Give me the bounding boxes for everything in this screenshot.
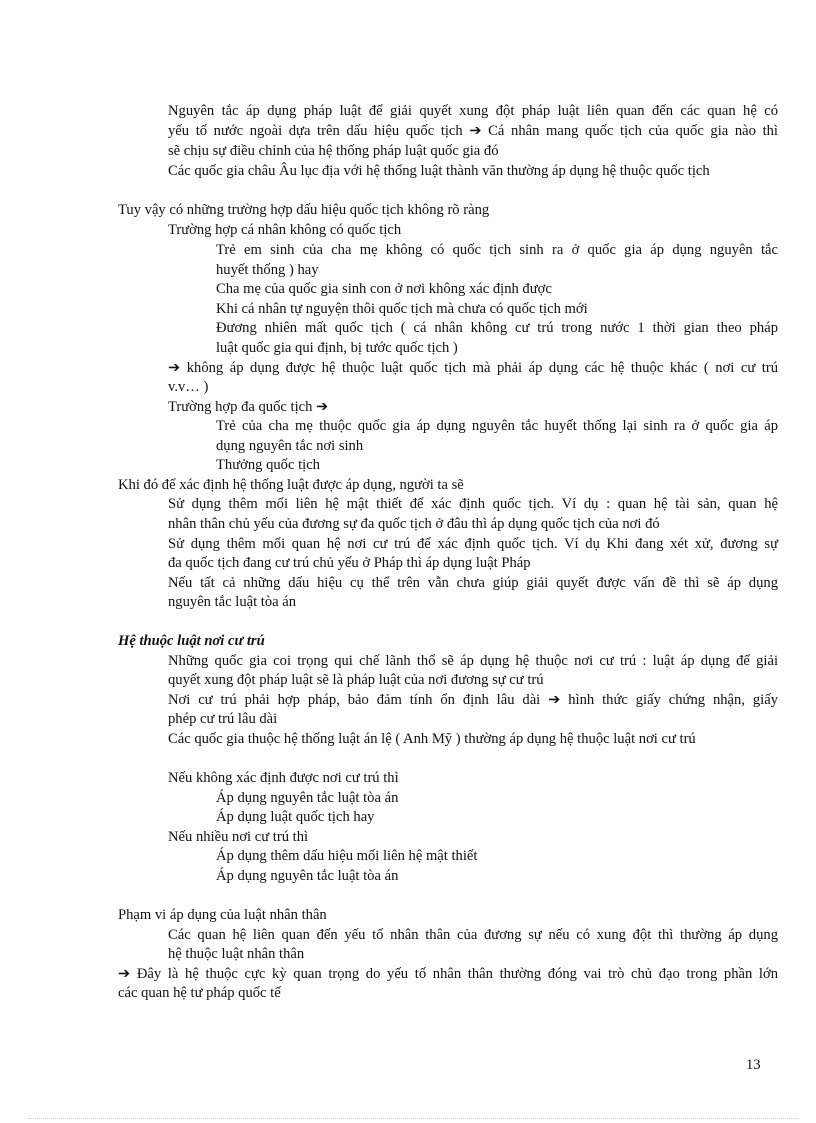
paragraph-line: nguyên tắc luật tòa án [168,594,297,610]
paragraph-line: Các quốc gia thuộc hệ thống luật án lệ ( Anh Mỹ ) thường áp dụng hệ thuộc luật nơi cư trú [168,731,696,747]
paragraph-line: phép cư trú lâu dài [168,711,278,727]
paragraph-line: yếu tố nước ngoài dựa trên dấu hiệu quốc tịch ➔ Cá nhân mang quốc tịch của quốc gia nào thì [168,123,778,139]
paragraph-line: Sử dụng thêm mối quan hệ nơi cư trú để xác định quốc tịch. Ví dụ Khi đang xét xử, đương sự [168,536,778,552]
paragraph-line: Nơi cư trú phải hợp pháp, bảo đảm tính ổn định lâu dài ➔ hình thức giấy chứng nhận, giấy [168,692,778,708]
paragraph-line: Các quan hệ liên quan đến yếu tố nhân thân của đương sự nếu có xung đột thì thường áp dụng [168,927,778,943]
paragraph-line: Các quốc gia châu Âu lục địa với hệ thống luật thành văn thường áp dụng hệ thuộc quốc tịch [168,163,710,179]
paragraph-line: hệ thuộc luật nhân thân [168,946,305,962]
paragraph-line: đa quốc tịch đang cư trú chủ yếu ở Pháp thì áp dụng luật Pháp [168,555,531,571]
paragraph-line: Phạm vi áp dụng của luật nhân thân [118,907,327,923]
paragraph-line: luật quốc gia qui định, bị tước quốc tịch ) [216,340,458,356]
paragraph-line: Tuy vậy có những trường hợp dấu hiệu quốc tịch không rõ ràng [118,202,490,218]
paragraph-line: Những quốc gia coi trọng qui chế lãnh thổ sẽ áp dụng hệ thuộc nơi cư trú : luật áp dụng để giải [168,653,778,669]
paragraph-line: Trường hợp cá nhân không có quốc tịch [168,222,402,238]
paragraph-line: ➔ Đây là hệ thuộc cực kỳ quan trọng do yếu tố nhân thân thường đóng vai trò chủ đạo trong phần lớn [118,966,778,982]
paragraph-line: Sử dụng thêm mối liên hệ mật thiết để xác định quốc tịch. Ví dụ : quan hệ tài sản, quan hệ [168,496,778,512]
paragraph-line: Áp dụng luật quốc tịch hay [216,809,375,825]
paragraph-line: dụng nguyên tắc nơi sinh [216,438,364,454]
paragraph-line: Áp dụng thêm dấu hiệu mối liên hệ mật thiết [216,848,478,864]
paragraph-line: ➔ không áp dụng được hệ thuộc luật quốc tịch mà phải áp dụng các hệ thuộc khác ( nơi cư trú [168,360,778,376]
page-number: 13 [746,1057,761,1073]
paragraph-line: Trẻ của cha mẹ thuộc quốc gia áp dụng nguyên tắc huyết thống lại sinh ra ở quốc gia áp [216,418,778,434]
paragraph-line: các quan hệ tư pháp quốc tế [118,985,281,1001]
paragraph-line: sẽ chịu sự điều chỉnh của hệ thống pháp luật quốc gia đó [168,143,499,159]
section-heading: Hệ thuộc luật nơi cư trú [118,633,265,649]
paragraph-line: Khi đó để xác định hệ thống luật được áp dụng, người ta sẽ [118,477,464,493]
paragraph-line: Đương nhiên mất quốc tịch ( cá nhân không cư trú trong nước 1 thời gian theo pháp [216,320,778,336]
page-bottom-border [28,1118,798,1119]
paragraph-line: Nếu không xác định được nơi cư trú thì [168,770,399,786]
paragraph-line: Trường hợp đa quốc tịch ➔ [168,399,329,415]
paragraph-line: Thưởng quốc tịch [216,457,320,473]
paragraph-line: Nếu tất cả những dấu hiệu cụ thể trên vẫn chưa giúp giải quyết được vấn đề thì sẽ áp dụng [168,575,778,591]
paragraph-line: huyết thống ) hay [216,262,319,278]
paragraph-line: nhân thân chủ yếu của đương sự đa quốc tịch ở đâu thì áp dụng quốc tịch của nơi đó [168,516,660,532]
paragraph-line: Trẻ em sinh của cha mẹ không có quốc tịch sinh ra ở quốc gia áp dụng nguyên tắc [216,242,778,258]
paragraph-line: v.v… ) [168,379,209,395]
paragraph-line: Cha mẹ của quốc gia sinh con ở nơi không xác định được [216,281,552,297]
paragraph-line: Áp dụng nguyên tắc luật tòa án [216,790,399,806]
paragraph-line: Khi cá nhân tự nguyện thôi quốc tịch mà chưa có quốc tịch mới [216,301,588,317]
paragraph-line: Nguyên tắc áp dụng pháp luật để giải quyết xung đột pháp luật liên quan đến các quan hệ có [168,103,778,119]
paragraph-line: quyết xung đột pháp luật sẽ là pháp luật của nơi đương sự cư trú [168,672,544,688]
paragraph-line: Áp dụng nguyên tắc luật tòa án [216,868,399,884]
paragraph-line: Nếu nhiều nơi cư trú thì [168,829,309,845]
